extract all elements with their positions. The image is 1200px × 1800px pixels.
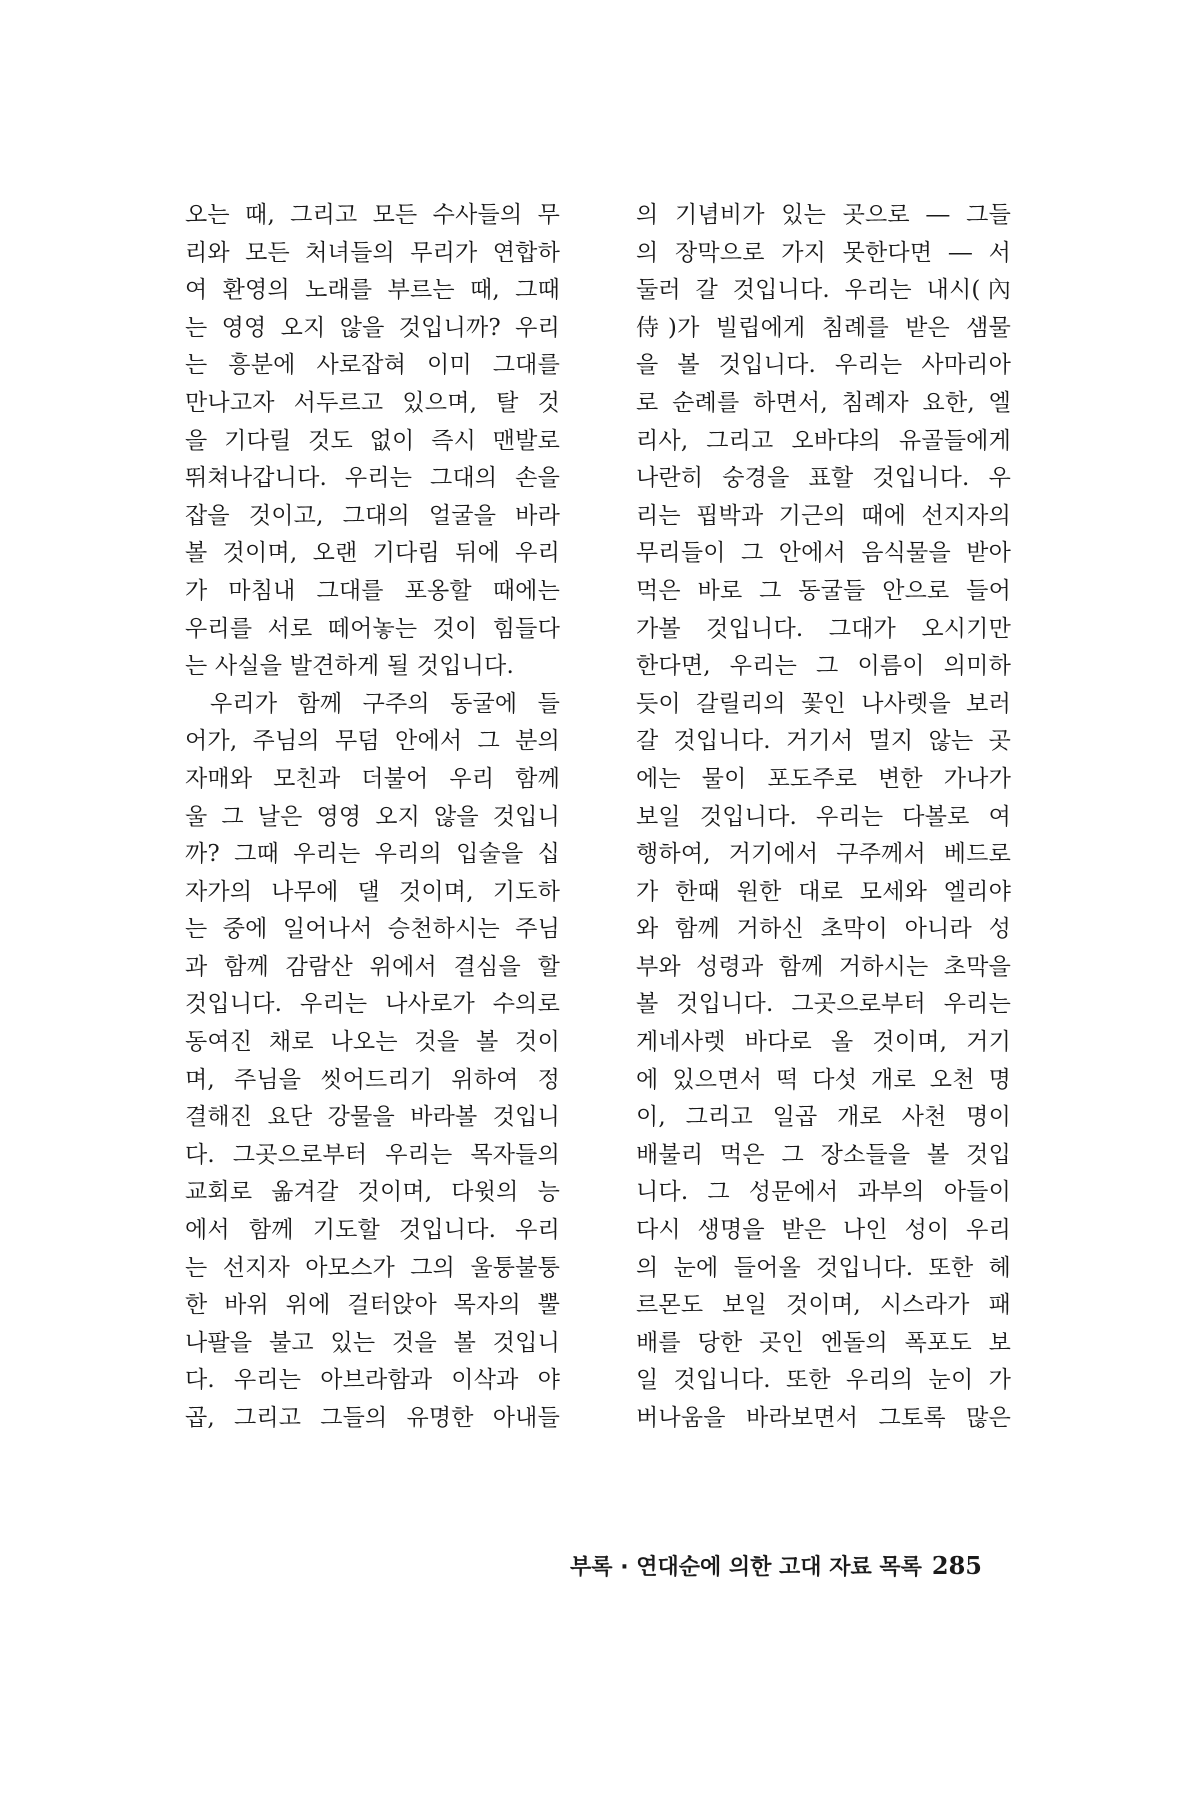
text-line: 어가, 주님의 무덤 안에서 그 분의: [185, 728, 560, 755]
text-line: 에 있으면서 떡 다섯 개로 오천 명: [636, 1066, 1011, 1093]
text-line: 행하여, 거기에서 구주께서 베드로: [636, 841, 1011, 868]
text-line: 잡을 것이고, 그대의 얼굴을 바라: [185, 502, 560, 529]
text-line: 리사, 그리고 오바댜의 유골들에게: [636, 427, 1011, 454]
paragraph-start-line: 우리가 함께 구주의 동굴에 들: [210, 690, 560, 717]
paragraph-end-line: 는 사실을 발견하게 될 것입니다.: [185, 653, 514, 680]
text-line: 리는 핍박과 기근의 때에 선지자의: [636, 502, 1011, 529]
text-line: 부와 성령과 함께 거하시는 초막을: [636, 953, 1011, 980]
text-line: 버나움을 바라보면서 그토록 많은: [636, 1405, 1011, 1431]
text-line: 보일 것입니다. 우리는 다볼로 여: [636, 803, 1011, 830]
text-line: 배불리 먹은 그 장소들을 볼 것입: [636, 1141, 1011, 1168]
text-line: 한다면, 우리는 그 이름이 의미하: [636, 653, 1011, 680]
text-line: 가볼 것입니다. 그대가 오시기만: [636, 615, 1011, 642]
text-line: 을 기다릴 것도 없이 즉시 맨발로: [185, 427, 560, 454]
text-line: 과 함께 감람산 위에서 결심을 할: [185, 953, 560, 980]
text-line: 르몬도 보일 것이며, 시스라가 패: [636, 1292, 1011, 1319]
text-line: 무리들이 그 안에서 음식물을 받아: [636, 540, 1011, 567]
text-line: 자매와 모친과 더불어 우리 함께: [185, 765, 560, 792]
text-line: 게네사렛 바다로 올 것이며, 거기: [636, 1029, 1011, 1056]
text-line: 오는 때, 그리고 모든 수사들의 무: [185, 202, 560, 228]
text-line: 자가의 나무에 댈 것이며, 기도하: [185, 878, 560, 905]
text-line: 다시 생명을 받은 나인 성이 우리: [636, 1217, 1011, 1244]
text-line: 가 마침내 그대를 포옹할 때에는: [185, 577, 560, 604]
text-line: 결해진 요단 강물을 바라볼 것입니: [185, 1104, 560, 1131]
text-line: 볼 것입니다. 그곳으로부터 우리는: [636, 991, 1011, 1018]
text-line: 의 기념비가 있는 곳으로 ― 그들: [636, 202, 1011, 228]
text-line: 는 중에 일어나서 승천하시는 주님: [185, 916, 560, 943]
text-line: 뛰쳐나갑니다. 우리는 그대의 손을: [185, 465, 560, 492]
text-line: 한 바위 위에 걸터앉아 목자의 뿔: [185, 1292, 560, 1319]
left-text-column: [185, 197, 560, 1438]
text-line: 에서 함께 기도할 것입니다. 우리: [185, 1217, 560, 1244]
text-line: 배를 당한 곳인 엔돌의 폭포도 보: [636, 1329, 1011, 1356]
text-line: 의 장막으로 가지 못한다면 ― 서: [636, 239, 1011, 266]
text-line: 는 흥분에 사로잡혀 이미 그대를: [185, 352, 560, 379]
text-line: 다. 그곳으로부터 우리는 목자들의: [185, 1141, 560, 1168]
text-line: 울 그 날은 영영 오지 않을 것입니: [185, 803, 560, 830]
text-line: 동여진 채로 나오는 것을 볼 것이: [185, 1029, 560, 1056]
text-line: 리와 모든 처녀들의 무리가 연합하: [185, 239, 560, 266]
text-line: 니다. 그 성문에서 과부의 아들이: [636, 1179, 1011, 1206]
text-line: 을 볼 것입니다. 우리는 사마리아: [636, 352, 1011, 379]
text-line: 볼 것이며, 오랜 기다림 뒤에 우리: [185, 540, 560, 567]
running-title: 부록 · 연대순에 의한 고대 자료 목록: [570, 1555, 922, 1580]
page-footer: [570, 1548, 982, 1584]
text-line: 일 것입니다. 또한 우리의 눈이 가: [636, 1367, 1011, 1394]
text-line: 만나고자 서두르고 있으며, 탈 것: [185, 389, 560, 416]
text-line: 다. 우리는 아브라함과 이삭과 야: [185, 1367, 560, 1394]
text-line: 먹은 바로 그 동굴들 안으로 들어: [636, 577, 1011, 604]
text-line: 우리를 서로 떼어놓는 것이 힘들다: [185, 615, 560, 642]
text-line: 갈 것입니다. 거기서 멀지 않는 곳: [636, 728, 1011, 755]
page-number: 285: [931, 1551, 982, 1580]
text-line: 둘러 갈 것입니다. 우리는 내시(內: [636, 277, 1011, 304]
text-line: 이, 그리고 일곱 개로 사천 명이: [636, 1104, 1011, 1131]
text-line: 듯이 갈릴리의 꽃인 나사렛을 보러: [636, 690, 1011, 717]
text-line: 侍)가 빌립에게 침례를 받은 샘물: [636, 314, 1011, 341]
text-line: 로 순례를 하면서, 침례자 요한, 엘: [636, 389, 1011, 416]
text-line: 와 함께 거하신 초막이 아니라 성: [636, 916, 1011, 943]
text-line: 에는 물이 포도주로 변한 가나가: [636, 765, 1011, 792]
text-line: 것입니다. 우리는 나사로가 수의로: [185, 991, 560, 1018]
text-line: 는 영영 오지 않을 것입니까? 우리: [185, 314, 560, 341]
text-line: 는 선지자 아모스가 그의 울퉁불퉁: [185, 1254, 560, 1281]
right-text-column: [636, 197, 1011, 1438]
text-line: 의 눈에 들어올 것입니다. 또한 헤: [636, 1254, 1011, 1281]
text-line: 며, 주님을 씻어드리기 위하여 정: [185, 1066, 560, 1093]
text-line: 여 환영의 노래를 부르는 때, 그때: [185, 277, 560, 304]
text-line: 교회로 옮겨갈 것이며, 다윗의 능: [185, 1179, 560, 1206]
text-line: 곱, 그리고 그들의 유명한 아내들: [185, 1405, 560, 1431]
text-line: 가 한때 원한 대로 모세와 엘리야: [636, 878, 1011, 905]
text-line: 나팔을 불고 있는 것을 볼 것입니: [185, 1329, 560, 1356]
text-line: 나란히 숭경을 표할 것입니다. 우: [636, 465, 1011, 492]
text-line: 까? 그때 우리는 우리의 입술을 십: [185, 841, 560, 868]
